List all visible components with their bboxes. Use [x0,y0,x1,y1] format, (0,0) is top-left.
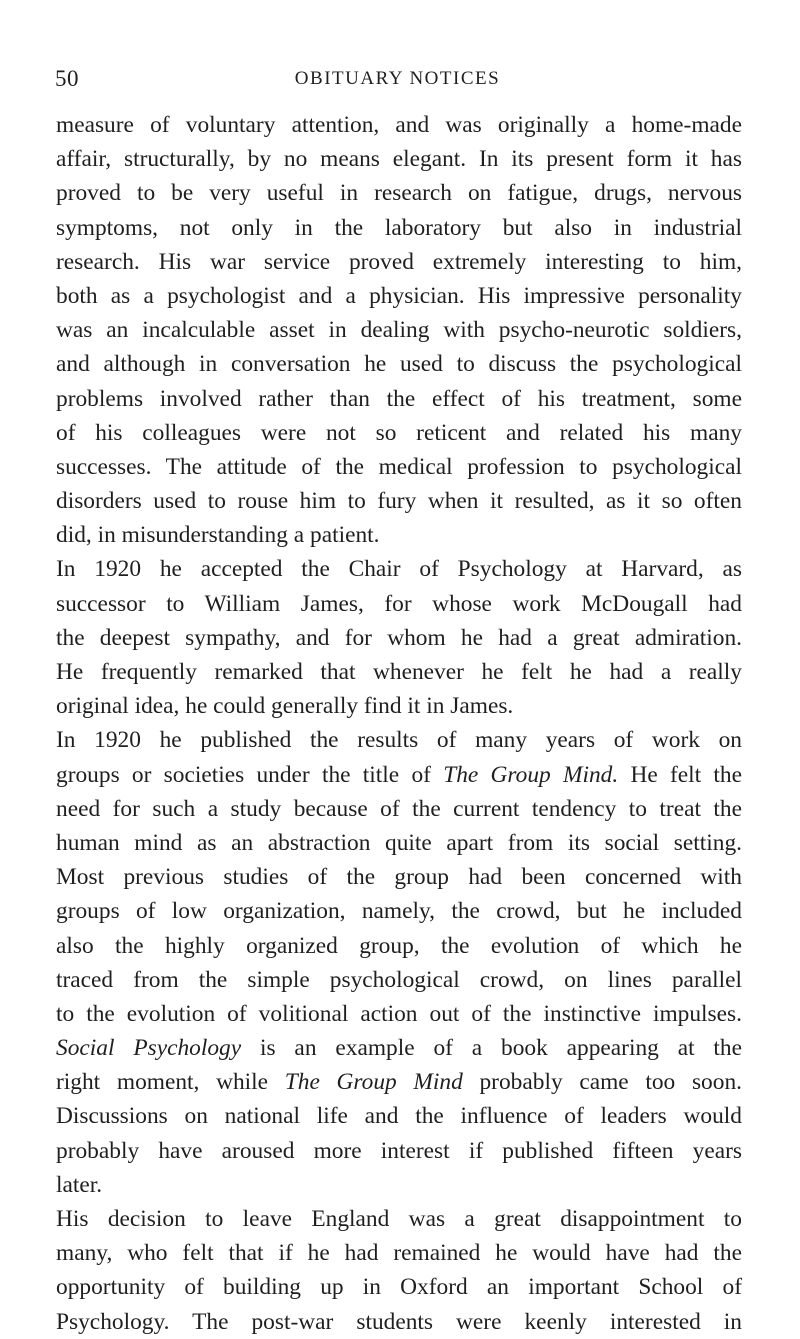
text-line [56,1031,742,1065]
text-line [56,758,742,792]
text-line: He frequently remarked that whenever he felt he had a really [56,659,742,685]
text-line: human mind as an abstraction quite apart from its social setting. [56,829,742,856]
text-line: In 1920 he accepted the Chair of Psychology at Harvard, as [56,556,742,583]
text-span: is an example of a book appearing at the [241,1035,742,1062]
text-span: groups or societies under the title of [56,761,444,788]
text-line: probably have aroused more interest if published fifteen years [56,1137,742,1164]
text-line: both as a psychologist and a physician. His impressive personality [56,282,742,309]
text-line: Discussions on national life and the influence of leaders would [56,1103,742,1130]
book-title: The Group Mind [284,1069,463,1096]
book-title: Social Psychology [56,1035,242,1062]
page-header [55,66,740,96]
text-line: and although in conversation he used to discuss the psychological [56,351,742,378]
text-line: need for such a study because of the current tendency to treat the [56,795,742,822]
text-line: later. [56,1171,103,1198]
text-line: the deepest sympathy, and for whom he had a great admiration. [56,624,742,651]
text-line: did, in misunderstanding a patient. [56,522,380,549]
text-line: research. His war service proved extremely interesting to him, [56,248,742,275]
text-line: many, who felt that if he had remained he would have had the [56,1240,742,1267]
text-span: right moment, while [56,1069,285,1096]
text-line: symptoms, not only in the laboratory but also in industrial [56,214,742,241]
text-line: successes. The attitude of the medical profession to psychological [56,453,742,480]
text-line: opportunity of building up in Oxford an important School of [56,1274,742,1301]
text-line: problems involved rather than the effect of his treatment, some [56,385,742,412]
text-line: disorders used to rouse him to fury when it resulted, as it so often [56,488,742,515]
text-line [56,1065,742,1099]
text-span: He felt the [618,761,743,788]
body-text [56,108,742,1339]
text-line: of his colleagues were not so reticent and related his many [56,419,742,446]
text-line: His decision to leave England was a great disappointment to [56,1206,742,1232]
text-line: In 1920 he published the results of many years of work on [56,727,742,754]
text-line: also the highly organized group, the evolution of which he [56,932,742,959]
text-line: was an incalculable asset in dealing with psycho-neurotic soldiers, [56,317,742,344]
text-line: affair, structurally, by no means elegant. In its present form it has [56,146,742,173]
text-line: original idea, he could generally find it in James. [56,693,514,720]
text-line: Most previous studies of the group had been concerned with [56,864,742,891]
book-title: The Group Mind. [443,761,619,788]
text-span: probably came too soon. [462,1069,742,1096]
text-line: to the evolution of volitional action out of the instinctive impulses. [56,1000,742,1027]
text-line: Psychology. The post-war students were keenly interested in [56,1308,742,1335]
running-head: OBITUARY NOTICES [294,68,501,89]
text-line: traced from the simple psychological crowd, on lines parallel [56,966,742,993]
text-line: measure of voluntary attention, and was originally a home-made [56,112,742,138]
text-line: proved to be very useful in research on fatigue, drugs, nervous [56,180,742,207]
text-line: groups of low organization, namely, the crowd, but he included [56,898,742,925]
page-number: 50 [55,66,79,91]
text-line: successor to William James, for whose work McDougall had [56,590,742,617]
